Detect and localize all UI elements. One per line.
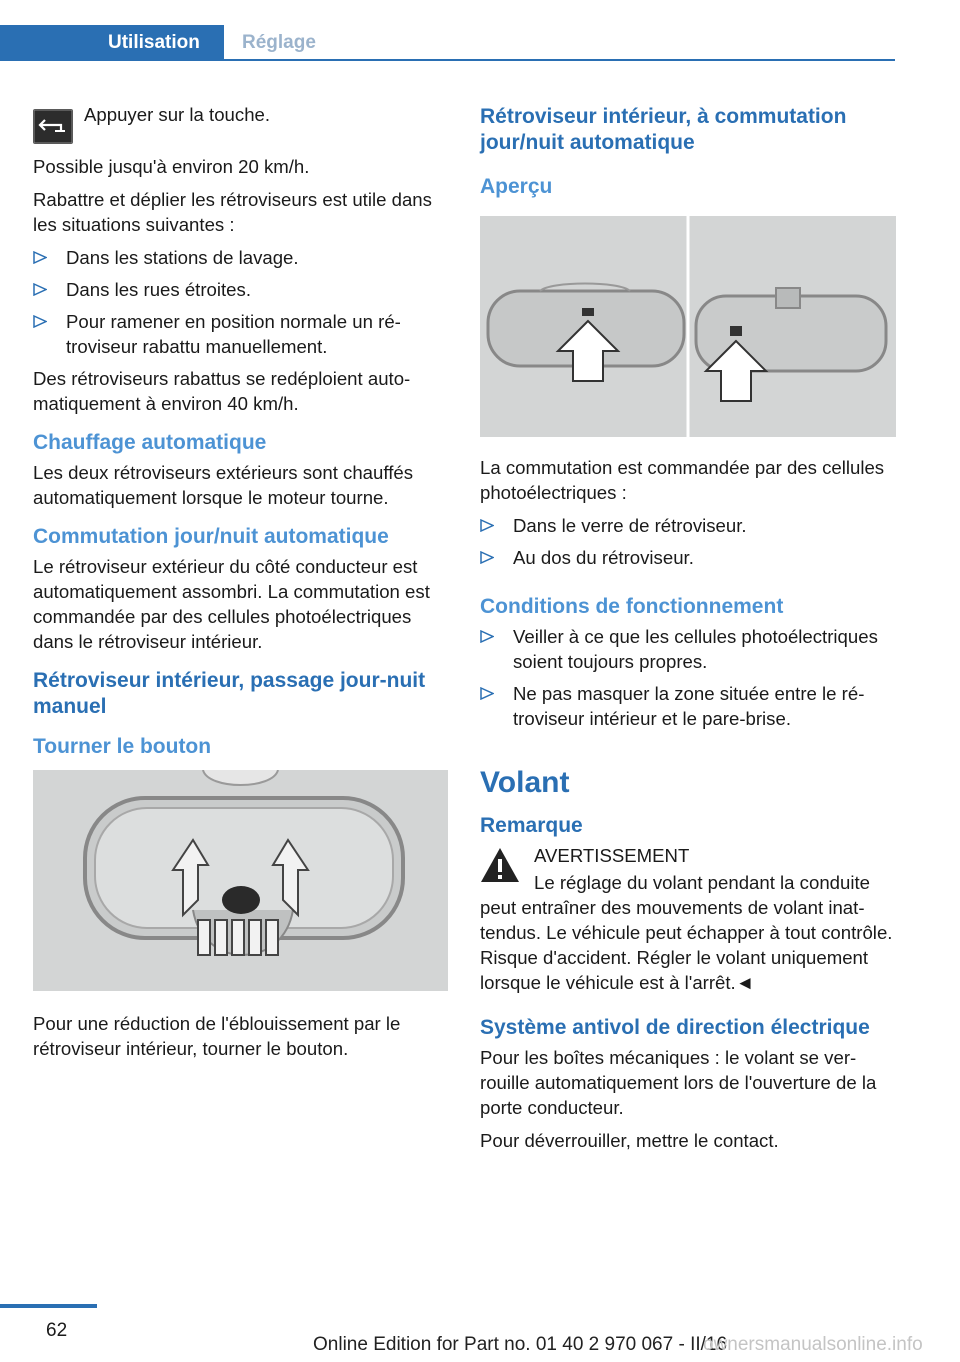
heading-volant: Volant — [480, 766, 570, 799]
bullet-triangle-icon — [33, 315, 47, 328]
cellules-list — [480, 513, 896, 570]
fold-intro: Rabattre et déplier les rétroviseurs est utile dans les situations suivantes : — [33, 189, 432, 235]
list-item: Au dos du rétroviseur. — [480, 545, 896, 570]
watermark: ownersmanualsonline.info — [703, 1334, 923, 1355]
heading-conditions: Conditions de fonctionnement — [480, 595, 784, 618]
heading-retroviseur-auto: Rétroviseur intérieur, à commutation jour/nuit automatique — [480, 105, 847, 154]
list-item: Pour ramener en position normale un rétroviseur rabattu manuellement. — [33, 309, 448, 359]
warning-title: AVERTISSEMENT — [534, 845, 690, 866]
mirror-knob-illustration — [33, 770, 448, 991]
list-item: Dans les rues étroites. — [33, 277, 448, 302]
header-tabs — [0, 25, 895, 61]
cellules-text: La commutation est commandée par des cellules photoélectriques : — [480, 457, 885, 503]
heading-apercu: Aperçu — [480, 175, 553, 198]
left-column — [33, 100, 448, 1069]
warning-block — [480, 843, 896, 868]
heading-antivol: Système antivol de direction électrique — [480, 1016, 870, 1039]
speed-note: Possible jusqu'à environ 20 km/h. — [33, 156, 310, 177]
footer-rule — [0, 1304, 97, 1308]
mirror-fold-button-icon — [33, 109, 73, 144]
bullet-triangle-icon — [480, 551, 494, 564]
button-instruction — [33, 100, 448, 140]
mirror-sensors-illustration — [480, 216, 896, 437]
warning-text: Le réglage du volant pendant la conduite peut entraîner des mouvements de volant inattendus. Le véhicule peut échapper à tout contrôle. Risque d'accident. Régler le volant uniquement lorsque le véhicule est à l'arrêt.◄ — [480, 872, 893, 993]
button-instruction-text: Appuyer sur la touche. — [84, 104, 271, 125]
antivol-text: Pour les boîtes mécaniques : le volant se verrouille automatiquement lors de l'ouverture de la porte conducteur. — [480, 1047, 877, 1118]
right-column — [480, 100, 896, 1161]
chauffage-text: Les deux rétroviseurs extérieurs sont chauffés automatiquement lorsque le moteur tourne. — [33, 462, 413, 508]
edition-line: Online Edition for Part no. 01 40 2 970 067 - II/16 — [313, 1334, 728, 1355]
list-item: Dans les stations de lavage. — [33, 245, 448, 270]
heading-tourner-bouton: Tourner le bouton — [33, 735, 212, 758]
header-rule — [0, 59, 895, 61]
conditions-list — [480, 624, 896, 731]
fold-situations-list — [33, 245, 448, 359]
tab-utilisation[interactable]: Utilisation — [0, 25, 224, 61]
bullet-triangle-icon — [480, 519, 494, 532]
heading-retroviseur-manuel: Rétroviseur intérieur, passage jour-nuit manuel — [33, 669, 426, 718]
page-number: 62 — [46, 1320, 68, 1341]
tab-reglage[interactable]: Réglage — [242, 32, 316, 53]
bullet-triangle-icon — [33, 251, 47, 264]
bullet-triangle-icon — [480, 630, 494, 643]
list-item: Dans le verre de rétroviseur. — [480, 513, 896, 538]
deverrouiller-text: Pour déverrouiller, mettre le contact. — [480, 1130, 779, 1151]
list-item: Ne pas masquer la zone située entre le rétroviseur intérieur et le pare-brise. — [480, 681, 896, 731]
bullet-triangle-icon — [480, 687, 494, 700]
heading-remarque: Remarque — [480, 814, 583, 837]
commutation-text: Le rétroviseur extérieur du côté conducteur est automatiquement assombri. La commutation est commandée par des cellules photoélectriques dans le rétroviseur intérieur. — [33, 556, 430, 652]
heading-chauffage: Chauffage automatique — [33, 431, 267, 454]
tourner-text: Pour une réduction de l'éblouissement par le rétroviseur intérieur, tourner le bouton. — [33, 1013, 401, 1059]
bullet-triangle-icon — [33, 283, 47, 296]
warning-triangle-icon — [480, 847, 520, 883]
heading-commutation: Commutation jour/nuit automatique — [33, 525, 389, 548]
redeploy-note: Des rétroviseurs rabattus se redéploient automatiquement à environ 40 km/h. — [33, 368, 411, 414]
list-item: Veiller à ce que les cellules photoélectriques soient toujours propres. — [480, 624, 896, 674]
